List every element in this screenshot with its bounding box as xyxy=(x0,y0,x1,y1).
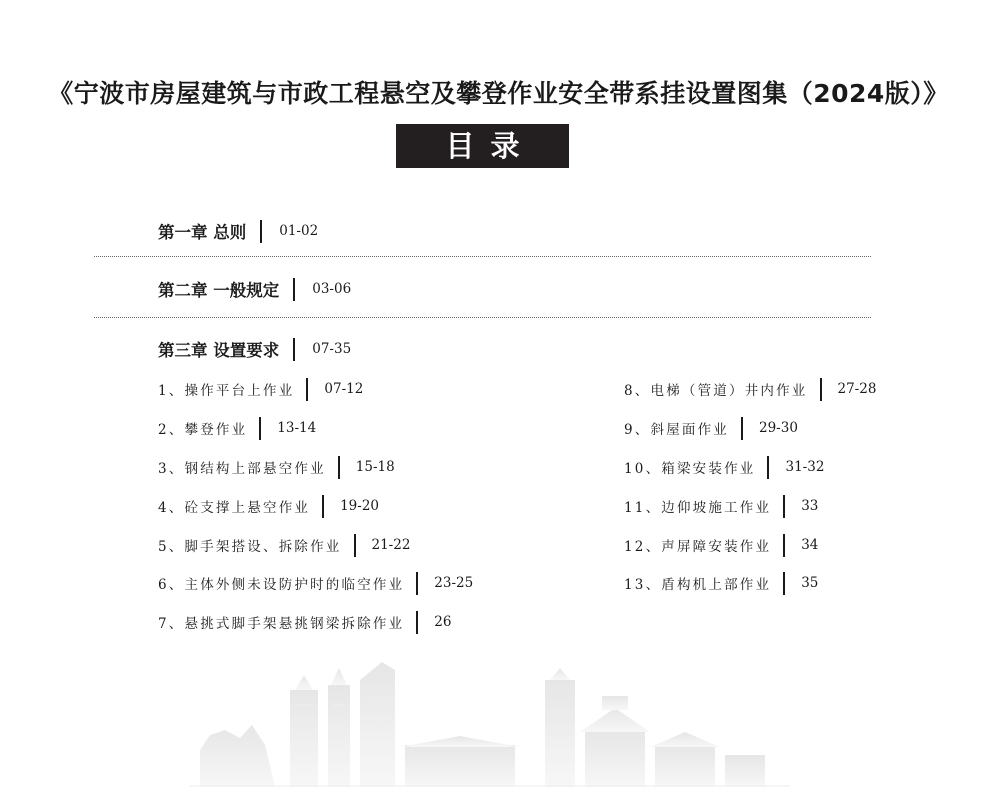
toc-item-1[interactable] xyxy=(158,377,363,401)
toc-item-9[interactable] xyxy=(624,416,798,440)
item-label: 5、脚手架搭设、拆除作业 xyxy=(158,539,342,555)
chapter-title: 第一章 总则 xyxy=(158,223,247,242)
chapter-1[interactable] xyxy=(158,219,318,243)
toc-item-6[interactable] xyxy=(158,571,473,595)
chapter-title: 第二章 一般规定 xyxy=(158,281,280,300)
separator-bar xyxy=(293,338,295,361)
item-label: 12、声屏障安装作业 xyxy=(624,539,772,555)
item-pages: 23-25 xyxy=(434,575,474,591)
item-label: 2、攀登作业 xyxy=(158,422,248,438)
chapter-pages: 07-35 xyxy=(312,341,352,357)
item-label: 13、盾构机上部作业 xyxy=(624,577,772,593)
toc-item-4[interactable] xyxy=(158,494,379,518)
toc-item-10[interactable] xyxy=(624,455,824,479)
separator-bar xyxy=(783,495,785,518)
item-pages: 19-20 xyxy=(340,498,380,514)
toc-heading: 目录 xyxy=(396,124,569,168)
toc-item-3[interactable] xyxy=(158,455,395,479)
separator-bar xyxy=(338,456,340,479)
toc-item-2[interactable] xyxy=(158,416,316,440)
chapter-pages: 01-02 xyxy=(279,223,319,239)
toc-item-13[interactable] xyxy=(624,571,818,595)
chapter-title: 第三章 设置要求 xyxy=(158,341,280,360)
item-pages: 31-32 xyxy=(785,459,825,475)
chapter-pages: 03-06 xyxy=(312,281,352,297)
item-pages: 26 xyxy=(434,614,452,630)
item-label: 8、电梯（管道）井内作业 xyxy=(624,383,808,399)
toc-item-7[interactable] xyxy=(158,610,451,634)
separator-bar xyxy=(354,534,356,557)
separator-bar xyxy=(293,278,295,301)
separator-bar xyxy=(322,495,324,518)
item-pages: 33 xyxy=(801,498,819,514)
dotted-divider xyxy=(94,317,871,318)
item-pages: 29-30 xyxy=(759,420,798,436)
item-label: 1、操作平台上作业 xyxy=(158,383,295,399)
separator-bar xyxy=(416,572,418,595)
toc-item-12[interactable] xyxy=(624,533,818,557)
item-pages: 35 xyxy=(801,575,819,591)
chapter-2[interactable] xyxy=(158,277,351,301)
item-label: 11、边仰坡施工作业 xyxy=(624,500,772,516)
separator-bar xyxy=(306,378,308,401)
separator-bar xyxy=(783,572,785,595)
item-label: 7、悬挑式脚手架悬挑钢梁拆除作业 xyxy=(158,616,405,632)
toc-item-8[interactable] xyxy=(624,377,876,401)
separator-bar xyxy=(783,534,785,557)
item-pages: 34 xyxy=(801,537,819,553)
separator-bar xyxy=(259,417,261,440)
item-pages: 13-14 xyxy=(277,420,317,436)
document-title: 《宁波市房屋建筑与市政工程悬空及攀登作业安全带系挂设置图集（2024版）》 xyxy=(48,79,949,108)
item-label: 4、砼支撑上悬空作业 xyxy=(158,500,311,516)
separator-bar xyxy=(741,417,743,440)
item-label: 10、箱梁安装作业 xyxy=(624,461,756,477)
separator-bar xyxy=(767,456,769,479)
city-skyline-illustration xyxy=(190,650,790,787)
item-label: 9、斜屋面作业 xyxy=(624,422,729,438)
item-label: 3、钢结构上部悬空作业 xyxy=(158,461,326,477)
item-pages: 27-28 xyxy=(837,381,877,397)
dotted-divider xyxy=(94,256,871,257)
item-label: 6、主体外侧未设防护时的临空作业 xyxy=(158,577,405,593)
toc-item-11[interactable] xyxy=(624,494,818,518)
item-pages: 07-12 xyxy=(324,381,364,397)
toc-item-5[interactable] xyxy=(158,533,410,557)
separator-bar xyxy=(416,611,418,634)
separator-bar xyxy=(820,378,822,401)
item-pages: 21-22 xyxy=(371,537,411,553)
separator-bar xyxy=(260,220,262,243)
item-pages: 15-18 xyxy=(355,459,395,475)
chapter-3[interactable] xyxy=(158,337,351,361)
